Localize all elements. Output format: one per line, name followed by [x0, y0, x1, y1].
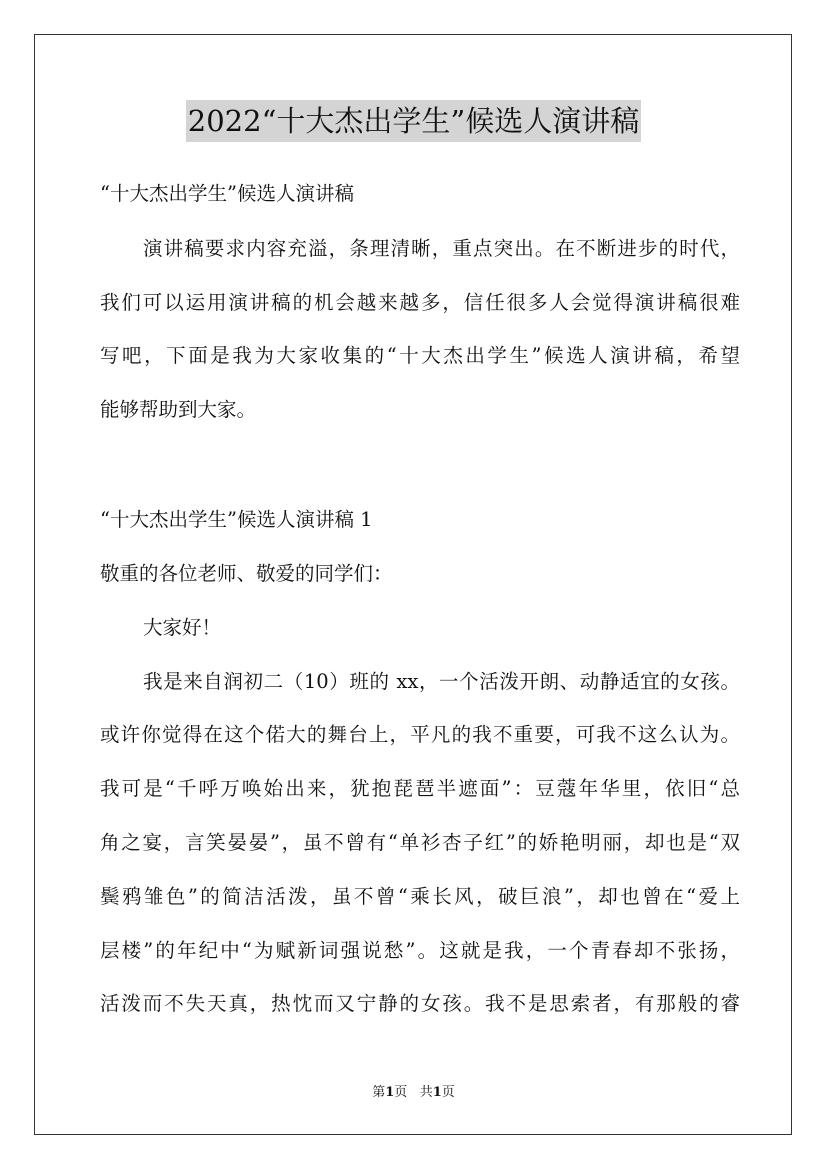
section-heading: “十大杰出学生”候选人演讲稿 1: [100, 508, 373, 531]
total-pages: 1: [432, 1085, 442, 1100]
paragraph-line: 活泼而不失天真，热忱而又宁静的女孩。我不是思索者，有那般的睿: [100, 992, 740, 1015]
total-label: 共: [419, 1085, 433, 1100]
page-footer: [0, 1084, 827, 1102]
page-number: 1: [385, 1085, 395, 1100]
paragraph-line: 演讲稿要求内容充溢，条理清晰，重点突出。在不断进步的时代，: [143, 237, 740, 260]
paragraph-line: 我是来自润初二（10）班的 xx，一个活泼开朗、动静适宜的女孩。: [143, 670, 740, 693]
page-unit: 页: [394, 1085, 408, 1100]
salutation-line: 敬重的各位老师、敬爱的同学们：: [100, 562, 393, 585]
paragraph-line: 或许你觉得在这个偌大的舞台上，平凡的我不重要，可我不这么认为。: [100, 723, 740, 746]
title-container: [0, 100, 827, 142]
page-label: 第: [372, 1085, 386, 1100]
paragraph-line: 层楼”的年纪中“为赋新词强说愁”。这就是我，一个青春却不张扬，: [100, 939, 740, 962]
total-unit: 页: [441, 1085, 455, 1100]
paragraph-line: 角之宴，言笑晏晏”，虽不曾有“单衫杏子红”的娇艳明丽，却也是“双: [100, 831, 740, 854]
subtitle-line: “十大杰出学生”候选人演讲稿: [100, 182, 354, 205]
greeting-line: 大家好！: [143, 616, 222, 639]
paragraph-line: 写吧，下面是我为大家收集的“十大杰出学生”候选人演讲稿，希望: [100, 344, 740, 367]
paragraph-line: 我可是“千呼万唤始出来，犹抱琵琶半遮面”：豆蔻年华里，依旧“总: [100, 777, 740, 800]
paragraph-line: 鬓鸦雏色”的简洁活泼，虽不曾“乘长风，破巨浪”，却也曾在“爱上: [100, 885, 740, 908]
paragraph-line: 能够帮助到大家。: [100, 398, 257, 421]
paragraph-line: 我们可以运用演讲稿的机会越来越多，信任很多人会觉得演讲稿很难: [100, 291, 740, 314]
document-title: 2022“十大杰出学生”候选人演讲稿: [186, 100, 641, 142]
